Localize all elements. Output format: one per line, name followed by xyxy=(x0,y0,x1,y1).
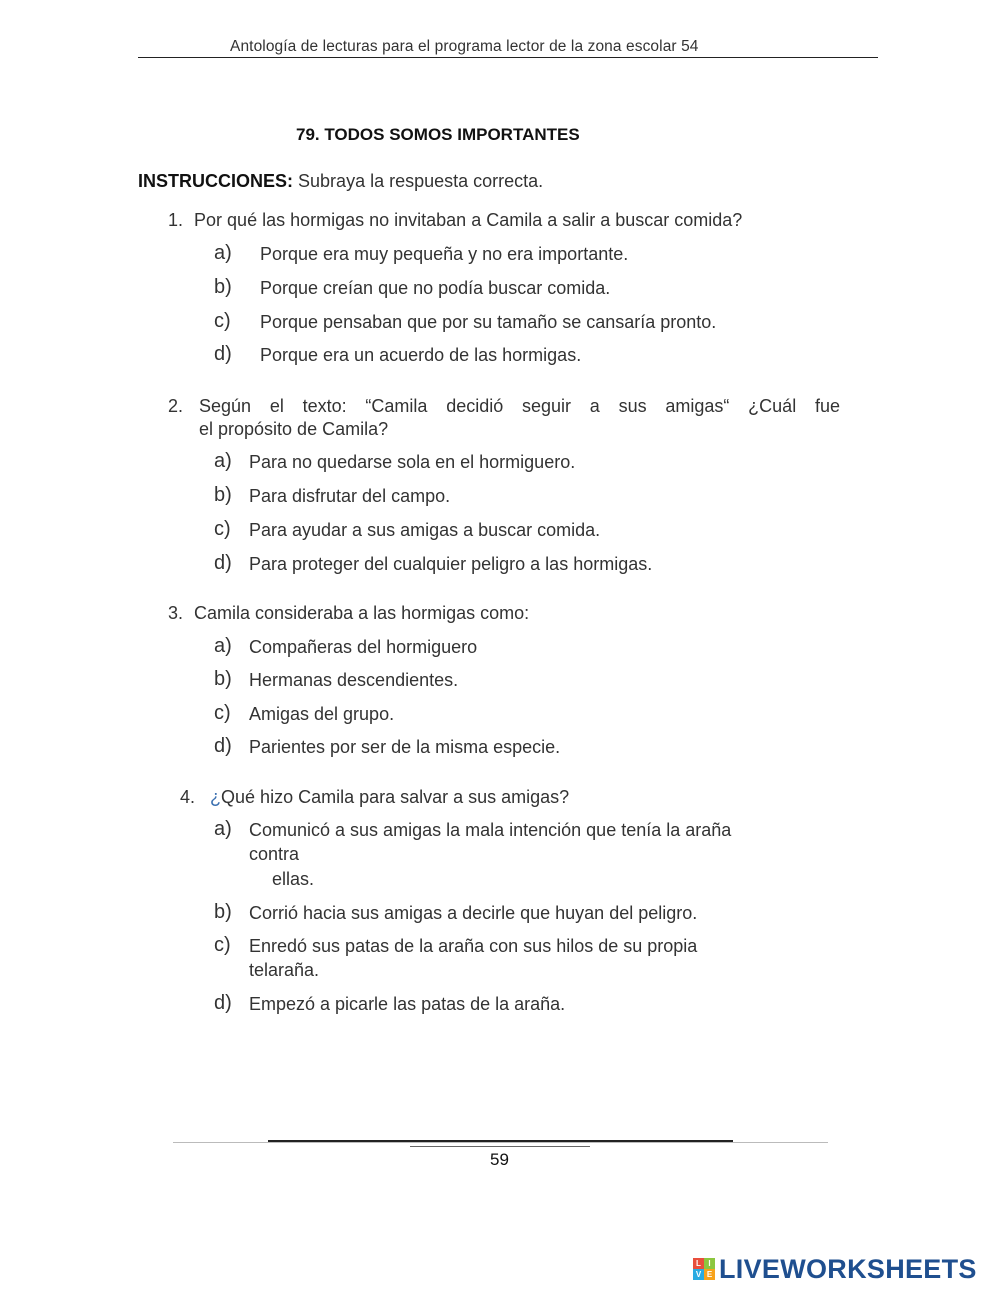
option-text[interactable]: Hermanas descendientes. xyxy=(249,670,459,690)
question-1-option-c[interactable] xyxy=(214,312,854,336)
instructions-label: INSTRUCCIONES: xyxy=(138,171,294,191)
option-letter: b) xyxy=(214,668,232,690)
option-text[interactable]: Compañeras del hormiguero xyxy=(249,637,478,657)
question-4-option-d[interactable] xyxy=(214,994,854,1018)
question-1-option-b[interactable] xyxy=(214,278,854,302)
option-letter: c) xyxy=(214,518,231,540)
option-letter: d) xyxy=(214,992,232,1014)
question-1 xyxy=(168,210,742,231)
question-mark: ¿ xyxy=(210,787,222,807)
question-3-option-b[interactable] xyxy=(214,670,854,694)
question-text: Qué hizo Camila para salvar a sus amigas? xyxy=(221,787,570,807)
logo-icon-letter: I xyxy=(704,1258,715,1269)
question-3-option-a[interactable] xyxy=(214,637,854,661)
option-text-line-3[interactable]: ellas. xyxy=(272,869,315,889)
logo-icon-letter: E xyxy=(704,1269,715,1280)
option-letter: d) xyxy=(214,735,232,757)
question-2-option-d[interactable] xyxy=(214,554,854,578)
option-text[interactable]: Porque pensaban que por su tamaño se cansaría pronto. xyxy=(260,312,717,332)
question-text: Por qué las hormigas no invitaban a Camila a salir a buscar comida? xyxy=(194,210,743,230)
question-4-option-a[interactable] xyxy=(214,820,854,894)
liveworksheets-icon xyxy=(693,1258,715,1280)
option-letter: a) xyxy=(214,635,232,657)
option-text-line-1[interactable]: Comunicó a sus amigas la mala intención que tenía la araña xyxy=(249,820,732,840)
question-2-number xyxy=(168,396,183,417)
question-4 xyxy=(180,787,569,808)
option-text[interactable]: Empezó a picarle las patas de la araña. xyxy=(249,994,566,1014)
question-2-text-line-1: Según el texto: “Camila decidió seguir a sus amigas“ ¿Cuál fue xyxy=(199,396,840,416)
question-2-text-line-2: el propósito de Camila? xyxy=(199,419,389,439)
worksheet-title: 79. TODOS SOMOS IMPORTANTES xyxy=(296,125,580,144)
option-text[interactable]: Parientes por ser de la misma especie. xyxy=(249,737,561,757)
question-3-option-d[interactable] xyxy=(214,737,854,761)
option-text[interactable]: Para no quedarse sola en el hormiguero. xyxy=(249,452,576,472)
question-2-option-b[interactable] xyxy=(214,486,854,510)
option-text[interactable]: Para proteger del cualquier peligro a las hormigas. xyxy=(249,554,653,574)
option-text[interactable]: Para disfrutar del campo. xyxy=(249,486,451,506)
option-letter: b) xyxy=(214,901,232,923)
instructions-text: Subraya la respuesta correcta. xyxy=(298,171,544,191)
liveworksheets-logo xyxy=(693,1254,977,1284)
option-text-line-2[interactable]: telaraña. xyxy=(249,960,320,980)
header-rule xyxy=(138,57,878,58)
question-number: 2. xyxy=(168,396,184,416)
question-3-option-c[interactable] xyxy=(214,704,854,728)
option-text[interactable]: Para ayudar a sus amigas a buscar comida. xyxy=(249,520,601,540)
question-number: 4. xyxy=(180,787,196,807)
footer-rule-light xyxy=(173,1142,828,1143)
footer-rule xyxy=(268,1140,733,1142)
question-3 xyxy=(168,603,529,624)
question-number: 3. xyxy=(168,603,184,623)
question-4-option-c[interactable] xyxy=(214,936,854,986)
option-text[interactable]: Amigas del grupo. xyxy=(249,704,395,724)
running-header: Antología de lecturas para el programa lector de la zona escolar 54 xyxy=(230,38,699,55)
option-text[interactable]: Porque creían que no podía buscar comida. xyxy=(260,278,611,298)
option-letter: d) xyxy=(214,343,232,365)
option-letter: c) xyxy=(214,934,231,956)
question-1-option-d[interactable] xyxy=(214,345,854,369)
logo-icon-letter: V xyxy=(693,1269,704,1280)
option-letter: a) xyxy=(214,818,232,840)
question-text: Camila consideraba a las hormigas como: xyxy=(194,603,530,623)
footer-rule-short xyxy=(410,1146,590,1147)
option-text[interactable]: Porque era muy pequeña y no era importante. xyxy=(260,244,629,264)
option-letter: a) xyxy=(214,450,232,472)
instructions xyxy=(138,171,543,192)
option-text-line-2[interactable]: contra xyxy=(249,844,300,864)
option-letter: d) xyxy=(214,552,232,574)
logo-icon-letter: L xyxy=(693,1258,704,1269)
question-number: 1. xyxy=(168,210,184,230)
option-letter: b) xyxy=(214,276,232,298)
option-letter: a) xyxy=(214,242,232,264)
option-text-line-1[interactable]: Enredó sus patas de la araña con sus hilos de su propia xyxy=(249,936,698,956)
option-letter: c) xyxy=(214,310,231,332)
question-2-option-c[interactable] xyxy=(214,520,854,544)
option-text[interactable]: Corrió hacia sus amigas a decirle que huyan del peligro. xyxy=(249,903,698,923)
logo-text: LIVEWORKSHEETS xyxy=(719,1253,977,1284)
option-text[interactable]: Porque era un acuerdo de las hormigas. xyxy=(260,345,582,365)
option-letter: b) xyxy=(214,484,232,506)
page-number: 59 xyxy=(490,1150,509,1169)
question-1-option-a[interactable] xyxy=(214,244,854,268)
question-4-option-b[interactable] xyxy=(214,903,854,927)
question-2-option-a[interactable] xyxy=(214,452,854,476)
option-letter: c) xyxy=(214,702,231,724)
